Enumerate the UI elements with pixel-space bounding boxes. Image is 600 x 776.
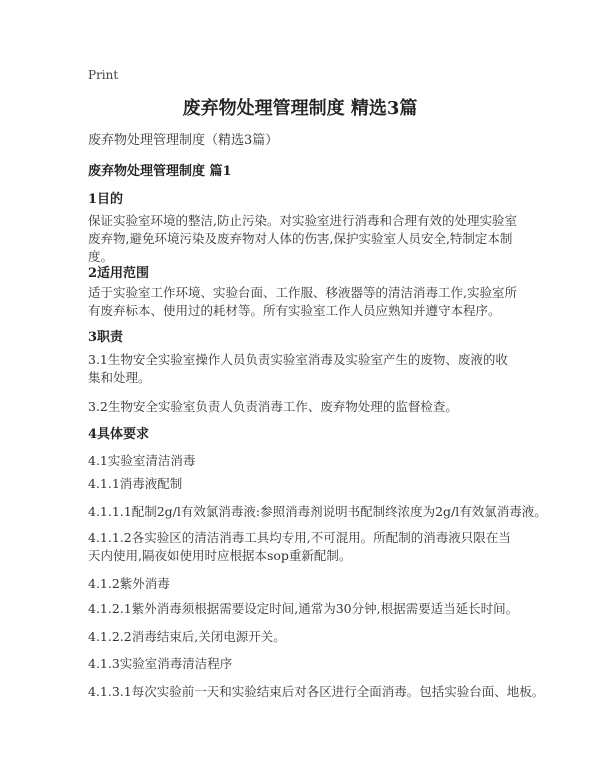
item-4-1-2-2: 4.1.2.2消毒结束后,关闭电源开关。	[88, 629, 286, 644]
paragraph-duty-3-2: 3.2生物安全实验室负责人负责消毒工作、废弃物处理的监督检查。	[88, 399, 458, 414]
paragraph-purpose: 保证实验室环境的整洁,防止污染。对实验室进行消毒和合理有效的处理实验室废弃物,避免环境污染及废弃物对人体的伤害,保护实验室人员安全,特制定本制度。	[88, 213, 517, 264]
item-4-1: 4.1实验室清洁消毒	[88, 453, 196, 468]
item-4-1-3-1: 4.1.3.1每次实验前一天和实验结束后对各区进行全面消毒。包括实验台面、地板。	[88, 684, 545, 699]
item-4-1-3: 4.1.3实验室消毒清洁程序	[88, 656, 233, 671]
item-4-1-1-1: 4.1.1.1配制2g/l有效氯消毒液:参照消毒剂说明书配制终浓度为2g/l有效氯消毒液。	[88, 504, 547, 519]
heading-requirements: 4具体要求	[88, 427, 150, 442]
subtitle: 废弃物处理管理制度（精选3篇）	[88, 133, 279, 148]
section-heading: 废弃物处理管理制度 篇1	[88, 164, 232, 179]
item-4-1-1-2: 4.1.1.2各实验区的清洁消毒工具均专用,不可混用。所配制的消毒液只限在当天内使用,隔夜如使用时应根据本sop重新配制。	[88, 530, 511, 563]
heading-duties: 3职责	[88, 330, 124, 345]
paragraph-duty-3-1: 3.1生物安全实验室操作人员负责实验室消毒及实验室产生的废物、废液的收集和处理。	[88, 352, 508, 385]
print-label[interactable]: Print	[88, 68, 119, 82]
item-4-1-2-1: 4.1.2.1紫外消毒须根据需要设定时间,通常为30分钟,根据需要适当延长时间。	[88, 601, 519, 616]
heading-scope: 2适用范围	[88, 266, 150, 281]
heading-purpose: 1目的	[88, 192, 124, 207]
paragraph-scope: 适于实验室工作环境、实验台面、工作服、移液器等的清洁消毒工作,实验室所有废弃标本、使用过的耗材等。所有实验室工作人员应熟知并遵守本程序。	[88, 285, 517, 318]
item-4-1-2: 4.1.2紫外消毒	[88, 576, 170, 591]
item-4-1-1: 4.1.1消毒液配制	[88, 476, 183, 491]
page-title: 废弃物处理管理制度 精选3篇	[182, 98, 418, 119]
